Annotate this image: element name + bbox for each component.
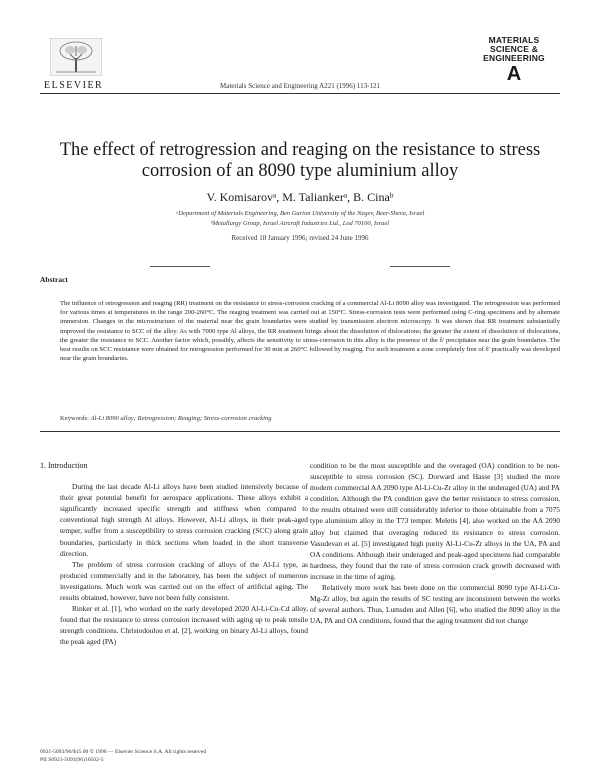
article-title — [40, 140, 560, 182]
paragraph: condition to be the most susceptible and the overaged (OA) condition to be non-susceptible to stress corrosion (SC). Dorward and Hasse [3] studied the more modern commercial AA 2090 type Al-Li-Cu-Zr alloy in the underaged (UA) and PA condition. Although the PA condition gave the better resistance to stress corrosion, the results obtained were still considerably inferior to those obtainable from a 7075 type aluminium alloy in the T73 temper. Meletis [4], also worked on the AA 2090 alloy but claimed that overaging reduced its resistance to stress corrosion. Vasudevan et al. [5] investigated high purity Al-Li-Cu-Zr alloys in the UA, PA and OA conditions. Although their underaged and peak-aged specimens had comparable hardness, they found that the rate of stress corrosion crack growth decreased with increase in the time of aging. — [310, 461, 560, 581]
pii-line: PII S0921-5093(96)10502-5 — [40, 757, 104, 763]
footer — [40, 748, 340, 764]
title-line: corrosion of an 8090 type aluminium alloy — [141, 161, 459, 181]
left-column — [40, 460, 308, 648]
divider — [150, 266, 210, 267]
journal-letter: A — [506, 63, 522, 85]
abstract-divider — [40, 431, 560, 432]
keywords-label: Keywords: — [60, 415, 89, 422]
divider — [390, 266, 450, 267]
keywords — [60, 415, 560, 422]
paragraph: During the last decade Al-Li alloys have been studied intensively because of their great potential benefit for aerospace applications. These alloys exhibit a significantly increased specific strength and stiffness when compared to conventional high strength Al alloys. However, Al-Li alloys, in their peak-aged temper, suffer from a susceptibility to stress corrosion cracking (SCC) along grain boundaries, particularly in thick sections when loaded in the short transverse direction. — [60, 482, 308, 558]
authors: V. Komisarovᵃ, M. Taliankerᵃ, B. Cinaᵇ — [206, 190, 394, 204]
abstract-heading: Abstract — [40, 275, 68, 284]
copyright-line: 0921-5093/96/$15.00 © 1996 — Elsevier Science S.A. All rights reserved — [40, 749, 207, 755]
publisher-tree-logo-icon — [50, 38, 102, 76]
title-line: The effect of retrogression and reaging on the resistance to stress — [59, 140, 541, 160]
abstract-text: The influence of retrogression and reaging (RR) treatment on the resistance to stress-corrosion cracking of a commercial Al-Li 8090 alloy was investigated. The retrogression was performed for various times at temperatures in the range 200-260°C. The reaging treatment was carried out at 150°C. Stress-corrosion tests were performed using C-ring specimens and by alternate immersion. Changes in the microstructure of the material near the grain boundaries were studied by transmission electron microscopy. It was shown that RR treatment substantially improved the resistance to SCC of the alloy. As with 7000 type Al alloys, the RR treatment brings about the dissolution of dislocations; the greater the extent of dissolution of dislocations, the greater the resistance to SCC. Another factor which, possibly, affects the sensitivity to stress-corrosion in this alloy is the presence of the δ' precipitates near the grain boundaries. The best results on SCC resistance were obtained for retrogression performed for 30 min at 260°C followed by reaging. For such treatment a zone completely free of δ' practically was developed near the grain boundaries. — [60, 300, 560, 363]
publisher-name: ELSEVIER — [44, 80, 104, 91]
paragraph: Rinker et al. [1], who worked on the early developed 2020 Al-Li-Cu-Cd alloy, found that the resistance to stress corrosion increased with aging up to peak tensile strength conditions. Christodoulou et al. [2], working on binary Al-Li alloys, found the peak aged (PA) — [60, 604, 308, 647]
affiliation: ᵃDepartment of Materials Engineering, Ben Gurion University of the Negev, Beer-Sheva, Israel — [175, 210, 425, 217]
right-column — [310, 460, 560, 626]
affiliation: ᵇMetallurgy Group, Israel Aircraft Industries Ltd., Lod 70100, Israel — [210, 220, 390, 227]
journal-citation: Materials Science and Engineering A221 (1996) 113-121 — [220, 82, 380, 90]
keywords-list: Al-Li 8090 alloy; Retrogression; Reaging; Stress-corrosion cracking — [90, 415, 272, 422]
journal-name-line: MATERIALS — [488, 35, 540, 45]
paragraph: Relatively more work has been done on the commercial 8090 type Al-Li-Cu-Mg-Zr alloy, but again the results of SC testing are inconsistent between the works of several authors. Thus, Lumsden and Allen [6], who studied the 8090 alloy in the UA, PA and OA conditions, found that the aging treatment did not change — [310, 583, 560, 626]
section-heading: 1. Introduction — [40, 461, 88, 470]
journal-name-line: SCIENCE & — [489, 44, 539, 54]
journal-name-line: ENGINEERING — [483, 53, 545, 63]
paragraph: The problem of stress corrosion cracking of alloys of the Al-Li type, as produced commercially and in the laboratory, has been the subject of numerous investigations. Much work was carried out on the effect of artificial aging. The results obtained, however, have not been fully consistent. — [60, 559, 308, 603]
header-divider — [40, 93, 560, 94]
received-dates: Received 18 January 1996; revised 24 June 1996 — [231, 234, 369, 242]
journal-logo — [468, 36, 560, 85]
journal-name — [468, 36, 560, 63]
